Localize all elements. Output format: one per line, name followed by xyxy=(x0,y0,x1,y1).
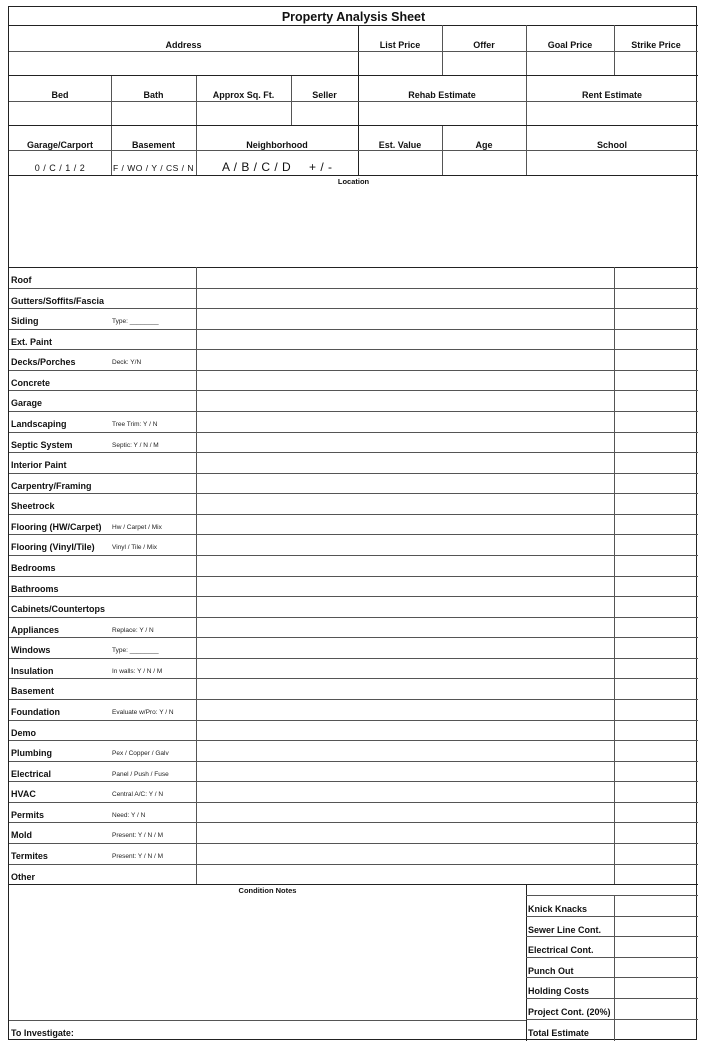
cost-label: Project Cont. (20%) xyxy=(528,1007,611,1017)
address-field[interactable] xyxy=(9,52,358,75)
item-row xyxy=(9,720,698,741)
neighborhood-modifier-options[interactable]: + / - xyxy=(309,160,333,174)
item-description-field[interactable] xyxy=(197,761,614,782)
sheet-title: Property Analysis Sheet xyxy=(281,10,426,24)
item-cost-field[interactable] xyxy=(615,658,698,679)
neighborhood-label: Neighborhood xyxy=(246,140,308,150)
cost-value-field[interactable] xyxy=(615,998,698,1019)
condition-notes-label: Condition Notes xyxy=(238,886,297,895)
bed-label: Bed xyxy=(51,90,69,100)
seller-label: Seller xyxy=(312,90,337,100)
bath-label: Bath xyxy=(143,90,164,100)
item-row xyxy=(9,761,698,782)
item-note[interactable]: Need: Y / N xyxy=(112,811,146,819)
item-label: Concrete xyxy=(11,377,51,388)
location-label: Location xyxy=(337,177,370,186)
item-row xyxy=(9,329,698,350)
item-label: Windows xyxy=(11,645,51,656)
item-cost-field[interactable] xyxy=(615,720,698,741)
address-label: Address xyxy=(165,40,202,50)
est-value-label: Est. Value xyxy=(378,140,422,150)
item-cost-field[interactable] xyxy=(615,864,698,885)
item-label: Decks/Porches xyxy=(11,357,76,368)
item-label: Roof xyxy=(11,275,32,285)
condition-notes-field[interactable] xyxy=(9,896,526,1017)
item-cost-field[interactable] xyxy=(615,349,698,370)
item-note[interactable]: Present: Y / N / M xyxy=(112,832,164,840)
item-row xyxy=(9,411,698,432)
item-label: Landscaping xyxy=(11,418,67,429)
item-label: Basement xyxy=(11,686,55,697)
item-cost-field[interactable] xyxy=(615,308,698,329)
item-label: Other xyxy=(11,871,36,882)
item-note[interactable]: Deck: Y/N xyxy=(112,359,142,367)
approx-sqft-label: Approx Sq. Ft. xyxy=(212,90,275,100)
item-cost-field[interactable] xyxy=(615,617,698,638)
item-description-field[interactable] xyxy=(197,678,614,699)
item-label: Flooring (HW/Carpet) xyxy=(11,521,102,532)
item-row xyxy=(9,514,698,535)
item-row xyxy=(9,576,698,597)
item-label: Permits xyxy=(11,809,45,820)
item-description-field[interactable] xyxy=(197,864,614,885)
item-description-field[interactable] xyxy=(197,514,614,535)
item-description-field[interactable] xyxy=(197,349,614,370)
item-cost-field[interactable] xyxy=(615,802,698,823)
goal-price-label: Goal Price xyxy=(547,40,593,50)
item-description-field[interactable] xyxy=(197,576,614,597)
cost-value-field[interactable] xyxy=(615,1019,698,1040)
item-label: Demo xyxy=(11,727,37,738)
item-label: Electrical xyxy=(11,768,52,779)
item-label: Flooring (Vinyl/Tile) xyxy=(11,542,95,553)
item-cost-field[interactable] xyxy=(615,452,698,473)
item-note[interactable]: Vinyl / Tile / Mix xyxy=(112,544,158,552)
item-cost-field[interactable] xyxy=(615,761,698,782)
item-description-field[interactable] xyxy=(197,617,614,638)
seller-field[interactable] xyxy=(291,102,358,125)
item-label: Mold xyxy=(11,830,32,841)
list-price-label: List Price xyxy=(379,40,421,50)
item-note[interactable]: Replace: Y / N xyxy=(112,626,154,634)
item-row xyxy=(9,308,698,329)
item-row xyxy=(9,390,698,411)
item-row xyxy=(9,678,698,699)
item-row xyxy=(9,452,698,473)
item-cost-field[interactable] xyxy=(615,514,698,535)
item-row xyxy=(9,781,698,802)
offer-label: Offer xyxy=(473,40,495,50)
item-description-field[interactable] xyxy=(197,740,614,761)
item-description-field[interactable] xyxy=(197,802,614,823)
item-description-field[interactable] xyxy=(197,370,614,391)
item-label: Interior Paint xyxy=(11,460,67,471)
item-description-field[interactable] xyxy=(197,452,614,473)
item-description-field[interactable] xyxy=(197,411,614,432)
basement-options[interactable]: F / WO / Y / CS / N xyxy=(113,163,194,173)
cost-label: Holding Costs xyxy=(528,986,589,997)
item-description-field[interactable] xyxy=(197,720,614,741)
item-row xyxy=(9,740,698,761)
item-cost-field[interactable] xyxy=(615,329,698,350)
item-description-field[interactable] xyxy=(197,781,614,802)
item-label: Bathrooms xyxy=(11,583,59,594)
goal-price-field[interactable] xyxy=(526,52,614,75)
item-note[interactable]: Type: ________ xyxy=(112,647,159,655)
item-note[interactable]: Hw / Carpet / Mix xyxy=(112,523,162,531)
to-investigate-label: To Investigate: xyxy=(11,1028,74,1038)
item-note[interactable]: Panel / Push / Fuse xyxy=(112,770,169,778)
item-row xyxy=(9,473,698,494)
item-description-field[interactable] xyxy=(197,308,614,329)
bath-field[interactable] xyxy=(111,102,196,125)
item-cost-field[interactable] xyxy=(615,576,698,597)
cost-label: Punch Out xyxy=(528,965,574,976)
strike-price-field[interactable] xyxy=(614,52,698,75)
item-description-field[interactable] xyxy=(197,390,614,411)
cost-label: Total Estimate xyxy=(528,1027,589,1038)
item-row xyxy=(9,864,698,885)
item-description-field[interactable] xyxy=(197,267,614,288)
item-cost-field[interactable] xyxy=(615,699,698,720)
item-cost-field[interactable] xyxy=(615,822,698,843)
item-description-field[interactable] xyxy=(197,555,614,576)
item-cost-field[interactable] xyxy=(615,473,698,494)
item-label: Garage xyxy=(11,398,43,409)
rehab-estimate-field[interactable] xyxy=(358,102,526,125)
cost-label: Electrical Cont. xyxy=(528,945,594,956)
item-cost-field[interactable] xyxy=(615,411,698,432)
item-label: Siding xyxy=(11,316,39,327)
garage-carport-label: Garage/Carport xyxy=(26,140,94,150)
cost-value-field[interactable] xyxy=(615,977,698,998)
item-label: Septic System xyxy=(11,439,73,450)
item-note[interactable]: Present: Y / N / M xyxy=(112,852,164,860)
item-description-field[interactable] xyxy=(197,534,614,555)
item-row xyxy=(9,432,698,453)
item-label: Termites xyxy=(11,850,48,861)
item-label: Bedrooms xyxy=(11,562,56,573)
item-cost-field[interactable] xyxy=(615,493,698,514)
approx-sqft-field[interactable] xyxy=(196,102,291,125)
item-row xyxy=(9,555,698,576)
bed-field[interactable] xyxy=(9,102,111,125)
item-cost-field[interactable] xyxy=(615,843,698,864)
item-description-field[interactable] xyxy=(197,432,614,453)
item-description-field[interactable] xyxy=(197,596,614,617)
cost-value-field[interactable] xyxy=(615,936,698,957)
item-label: HVAC xyxy=(11,789,36,800)
item-description-field[interactable] xyxy=(197,822,614,843)
item-note[interactable]: Tree Trim: Y / N xyxy=(112,420,158,428)
item-row xyxy=(9,596,698,617)
item-cost-field[interactable] xyxy=(615,678,698,699)
item-cost-field[interactable] xyxy=(615,781,698,802)
item-cost-field[interactable] xyxy=(615,596,698,617)
cost-value-field[interactable] xyxy=(615,957,698,978)
item-note[interactable]: Septic: Y / N / M xyxy=(112,441,159,449)
cost-label: Sewer Line Cont. xyxy=(528,924,602,935)
item-row xyxy=(9,370,698,391)
basement-label: Basement xyxy=(131,140,176,150)
item-row xyxy=(9,493,698,514)
item-row xyxy=(9,349,698,370)
rent-estimate-field[interactable] xyxy=(526,102,698,125)
item-label: Carpentry/Framing xyxy=(11,480,92,491)
rehab-estimate-label: Rehab Estimate xyxy=(408,90,476,100)
est-value-field[interactable] xyxy=(358,151,442,175)
item-label: Gutters/Soffits/Fascia xyxy=(11,295,105,306)
item-label: Insulation xyxy=(11,665,54,676)
school-field[interactable] xyxy=(526,151,698,175)
item-description-field[interactable] xyxy=(197,843,614,864)
item-note[interactable]: In walls: Y / N / M xyxy=(112,667,163,675)
school-label: School xyxy=(596,140,627,150)
item-note[interactable]: Pex / Copper / Galv xyxy=(112,750,169,758)
item-row xyxy=(9,802,698,823)
item-description-field[interactable] xyxy=(197,658,614,679)
item-row xyxy=(9,637,698,658)
item-row xyxy=(9,267,698,288)
item-label: Sheetrock xyxy=(11,501,55,512)
item-cost-field[interactable] xyxy=(615,370,698,391)
neighborhood-grade-options[interactable]: A / B / C / D xyxy=(222,160,292,174)
item-label: Cabinets/Countertops xyxy=(11,604,106,615)
cost-value-field[interactable] xyxy=(615,916,698,937)
item-row xyxy=(9,617,698,638)
item-note[interactable]: Central A/C: Y / N xyxy=(112,791,164,799)
property-analysis-sheet xyxy=(8,6,697,1040)
item-cost-field[interactable] xyxy=(615,432,698,453)
cost-label: Knick Knacks xyxy=(528,904,588,914)
strike-price-label: Strike Price xyxy=(631,40,681,50)
item-label: Plumbing xyxy=(11,748,52,759)
item-note[interactable]: Type: ________ xyxy=(112,318,159,326)
item-row xyxy=(9,534,698,555)
item-cost-field[interactable] xyxy=(615,267,698,288)
item-description-field[interactable] xyxy=(197,493,614,514)
item-row xyxy=(9,822,698,843)
item-description-field[interactable] xyxy=(197,637,614,658)
item-row xyxy=(9,288,698,309)
item-cost-field[interactable] xyxy=(615,534,698,555)
location-field[interactable] xyxy=(9,187,698,267)
item-cost-field[interactable] xyxy=(615,740,698,761)
item-description-field[interactable] xyxy=(197,473,614,494)
item-label: Foundation xyxy=(11,706,60,717)
item-note[interactable]: Evaluate w/Pro: Y / N xyxy=(112,708,174,716)
cost-value-field[interactable] xyxy=(615,895,698,916)
age-label: Age xyxy=(475,140,493,150)
item-row xyxy=(9,658,698,679)
item-label: Ext. Paint xyxy=(11,336,53,347)
item-description-field[interactable] xyxy=(197,329,614,350)
item-row xyxy=(9,699,698,720)
rent-estimate-label: Rent Estimate xyxy=(581,90,643,100)
item-label: Appliances xyxy=(11,624,60,635)
offer-field[interactable] xyxy=(442,52,526,75)
age-field[interactable] xyxy=(442,151,526,175)
item-cost-field[interactable] xyxy=(615,390,698,411)
item-cost-field[interactable] xyxy=(615,288,698,309)
item-description-field[interactable] xyxy=(197,699,614,720)
list-price-field[interactable] xyxy=(358,52,442,75)
item-cost-field[interactable] xyxy=(615,555,698,576)
item-description-field[interactable] xyxy=(197,288,614,309)
item-cost-field[interactable] xyxy=(615,637,698,658)
garage-carport-options[interactable]: 0 / C / 1 / 2 xyxy=(34,163,86,173)
item-row xyxy=(9,843,698,864)
